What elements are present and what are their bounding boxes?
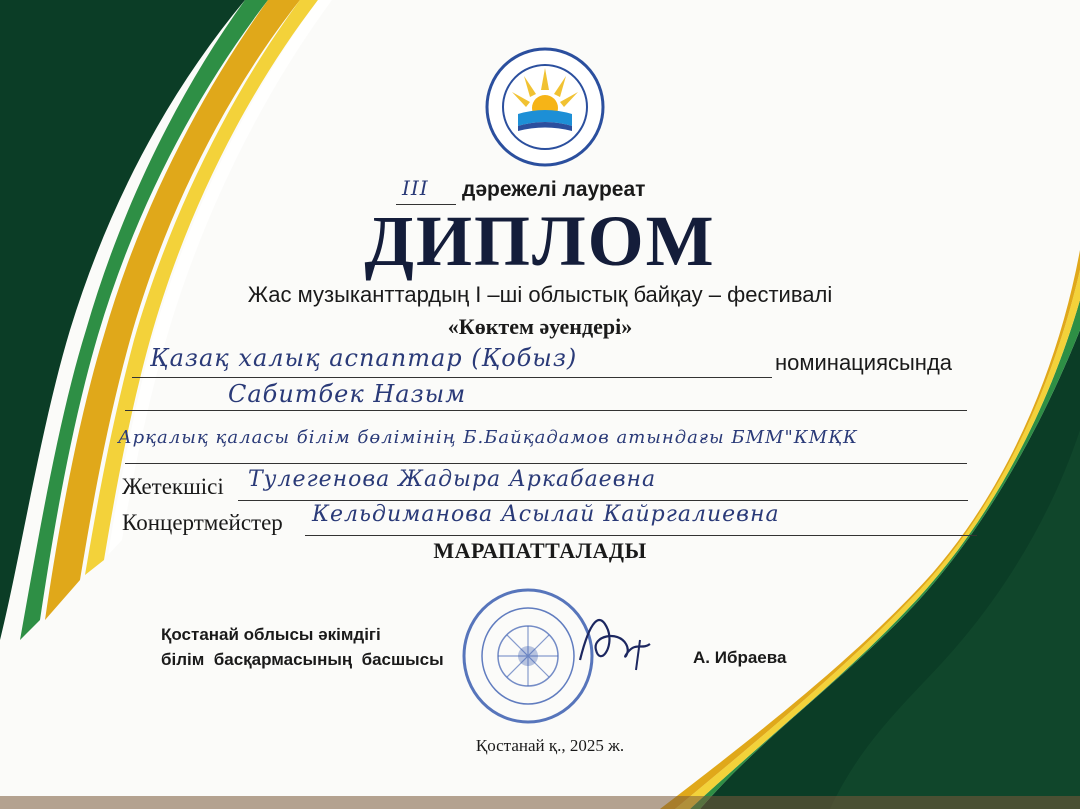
event-name: «Көктем әуендері»	[447, 314, 633, 339]
participant-underline	[125, 410, 967, 411]
awarded-text: МАРАПАТТАЛАДЫ	[433, 538, 647, 563]
signatory-line1: Қостанай облысы әкімдігі	[161, 625, 381, 644]
footer-place-year: Қостанай қ., 2025 ж.	[475, 736, 625, 755]
diploma-title: ДИПЛОМ	[364, 201, 716, 281]
degree-handwritten: III	[402, 176, 429, 200]
nomination-underline	[132, 377, 772, 378]
school-underline	[125, 463, 967, 464]
signatory-name: А. Ибраева	[693, 648, 787, 667]
accompanist-name: Кельдиманова Асылай Кайргалиевна	[312, 502, 780, 527]
event-line: Жас музыканттардың I –ші облыстық байқау – фестивалі	[247, 282, 833, 307]
nomination-suffix: номинациясында	[775, 350, 953, 375]
teacher-label: Жетекшісі	[122, 474, 224, 499]
teacher-name: Тулегенова Жадыра Аркабаевна	[248, 467, 657, 492]
signatory-line2: білім басқармасының басшысы	[161, 650, 444, 669]
degree-suffix: дәрежелі лауреат	[462, 178, 646, 201]
accompanist-label: Концертмейстер	[122, 510, 283, 535]
nomination-handwritten: Қазақ халық аспаптар (Қобыз)	[150, 344, 578, 372]
signature-icon	[570, 600, 660, 680]
teacher-underline	[238, 500, 968, 501]
education-department-emblem-icon	[484, 46, 606, 168]
school-handwritten: Арқалық қаласы білім бөлімінің Б.Байқадамов атындағы БММ"КМҚК	[118, 427, 858, 448]
participant-name: Сабитбек Назым	[228, 380, 467, 408]
accompanist-underline	[305, 535, 977, 536]
